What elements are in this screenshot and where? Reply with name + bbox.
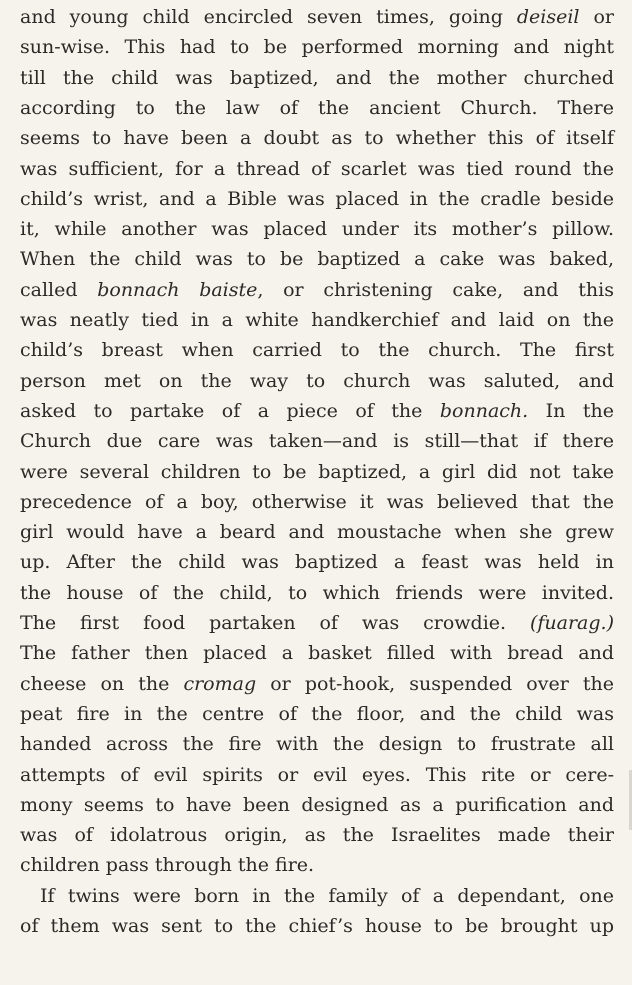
text-run: If twins were born in the family of a dependant, one (40, 884, 614, 907)
text-line (20, 578, 614, 608)
text-run: The father then placed a basket filled with bread and (20, 642, 614, 665)
text-run: Church due care was taken—and is still—that if there (20, 430, 614, 453)
italic-term: bonnach baiste (97, 278, 258, 301)
text-line (20, 184, 614, 214)
text-line (20, 63, 614, 93)
text-run: In the (528, 399, 614, 422)
text-line (20, 123, 614, 153)
text-line (20, 850, 614, 880)
text-run: called (20, 278, 98, 301)
text-line (20, 335, 614, 365)
text-line (20, 93, 614, 123)
text-run: , or christening cake, and this (257, 278, 614, 301)
text-run: or pot-hook, suspended over the (256, 672, 614, 695)
text-line (20, 305, 614, 335)
text-run: cheese on the (20, 672, 184, 695)
text-run: was neatly tied in a white handkerchief and laid on the (20, 309, 614, 331)
text-run: child’s breast when carried to the church. The first (20, 339, 614, 362)
text-run: seems to have been a doubt as to whether this of itself (20, 127, 614, 150)
text-line (20, 699, 614, 729)
text-line (20, 638, 614, 668)
text-run: person met on the way to church was saluted, and (20, 369, 614, 392)
text-line (20, 396, 614, 426)
text-line (20, 366, 614, 396)
text-line (20, 547, 614, 577)
text-run: peat fire in the centre of the floor, and the child was (20, 702, 614, 725)
text-run: was sufficient, for a thread of scarlet was tied round the (20, 157, 614, 180)
text-run: was of idolatrous origin, as the Israelites made their (20, 824, 614, 847)
text-line (20, 457, 614, 487)
text-run: up. After the child was baptized a feast was held in (20, 551, 614, 574)
text-line (40, 881, 614, 911)
italic-term: cromag (183, 672, 257, 695)
text-run: of them was sent to the chief’s house to be brought up (20, 915, 614, 937)
text-line (20, 729, 614, 759)
text-run: The first food partaken of was crowdie. (20, 612, 530, 634)
text-run: till the child was baptized, and the mother churched (20, 66, 614, 89)
text-run: and young child encircled seven times, going (20, 6, 517, 28)
text-line (20, 487, 614, 517)
text-line (20, 154, 614, 184)
italic-term: bonnach. (439, 399, 529, 422)
text-run: were several children to be baptized, a girl did not take (20, 460, 614, 483)
text-line (20, 517, 614, 547)
text-line (20, 244, 614, 274)
text-line (20, 760, 614, 790)
text-line (20, 669, 614, 699)
text-run: or (579, 6, 614, 28)
text-run: mony seems to have been designed as a purification and (20, 793, 614, 816)
text-run: handed across the fire with the design to frustrate all (20, 733, 614, 756)
text-run: attempts of evil spirits or evil eyes. This rite or cere- (20, 763, 614, 786)
text-line (20, 275, 614, 305)
italic-term: (fuarag.) (529, 612, 614, 634)
text-run: child’s wrist, and a Bible was placed in the cradle beside (20, 187, 614, 210)
text-run: it, while another was placed under its mother’s pillow. (20, 218, 614, 241)
text-line (20, 2, 614, 32)
text-line (20, 820, 614, 850)
text-run: asked to partake of a piece of the (20, 399, 440, 422)
text-run: children pass through the fire. (20, 854, 315, 877)
text-line (20, 608, 614, 638)
text-line (20, 790, 614, 820)
text-line (20, 32, 614, 62)
text-run: precedence of a boy, otherwise it was believed that the (20, 490, 614, 513)
text-run: according to the law of the ancient Church. There (20, 96, 614, 119)
text-run: When the child was to be baptized a cake was baked, (20, 248, 614, 271)
italic-term: deiseil (516, 6, 580, 28)
text-run: the house of the child, to which friends were invited. (20, 581, 614, 604)
text-line (20, 214, 614, 244)
text-run: sun-wise. This had to be performed morning and night (20, 36, 614, 59)
text-run: girl would have a beard and moustache when she grew (20, 521, 614, 544)
text-line (20, 911, 614, 941)
text-line (20, 426, 614, 456)
